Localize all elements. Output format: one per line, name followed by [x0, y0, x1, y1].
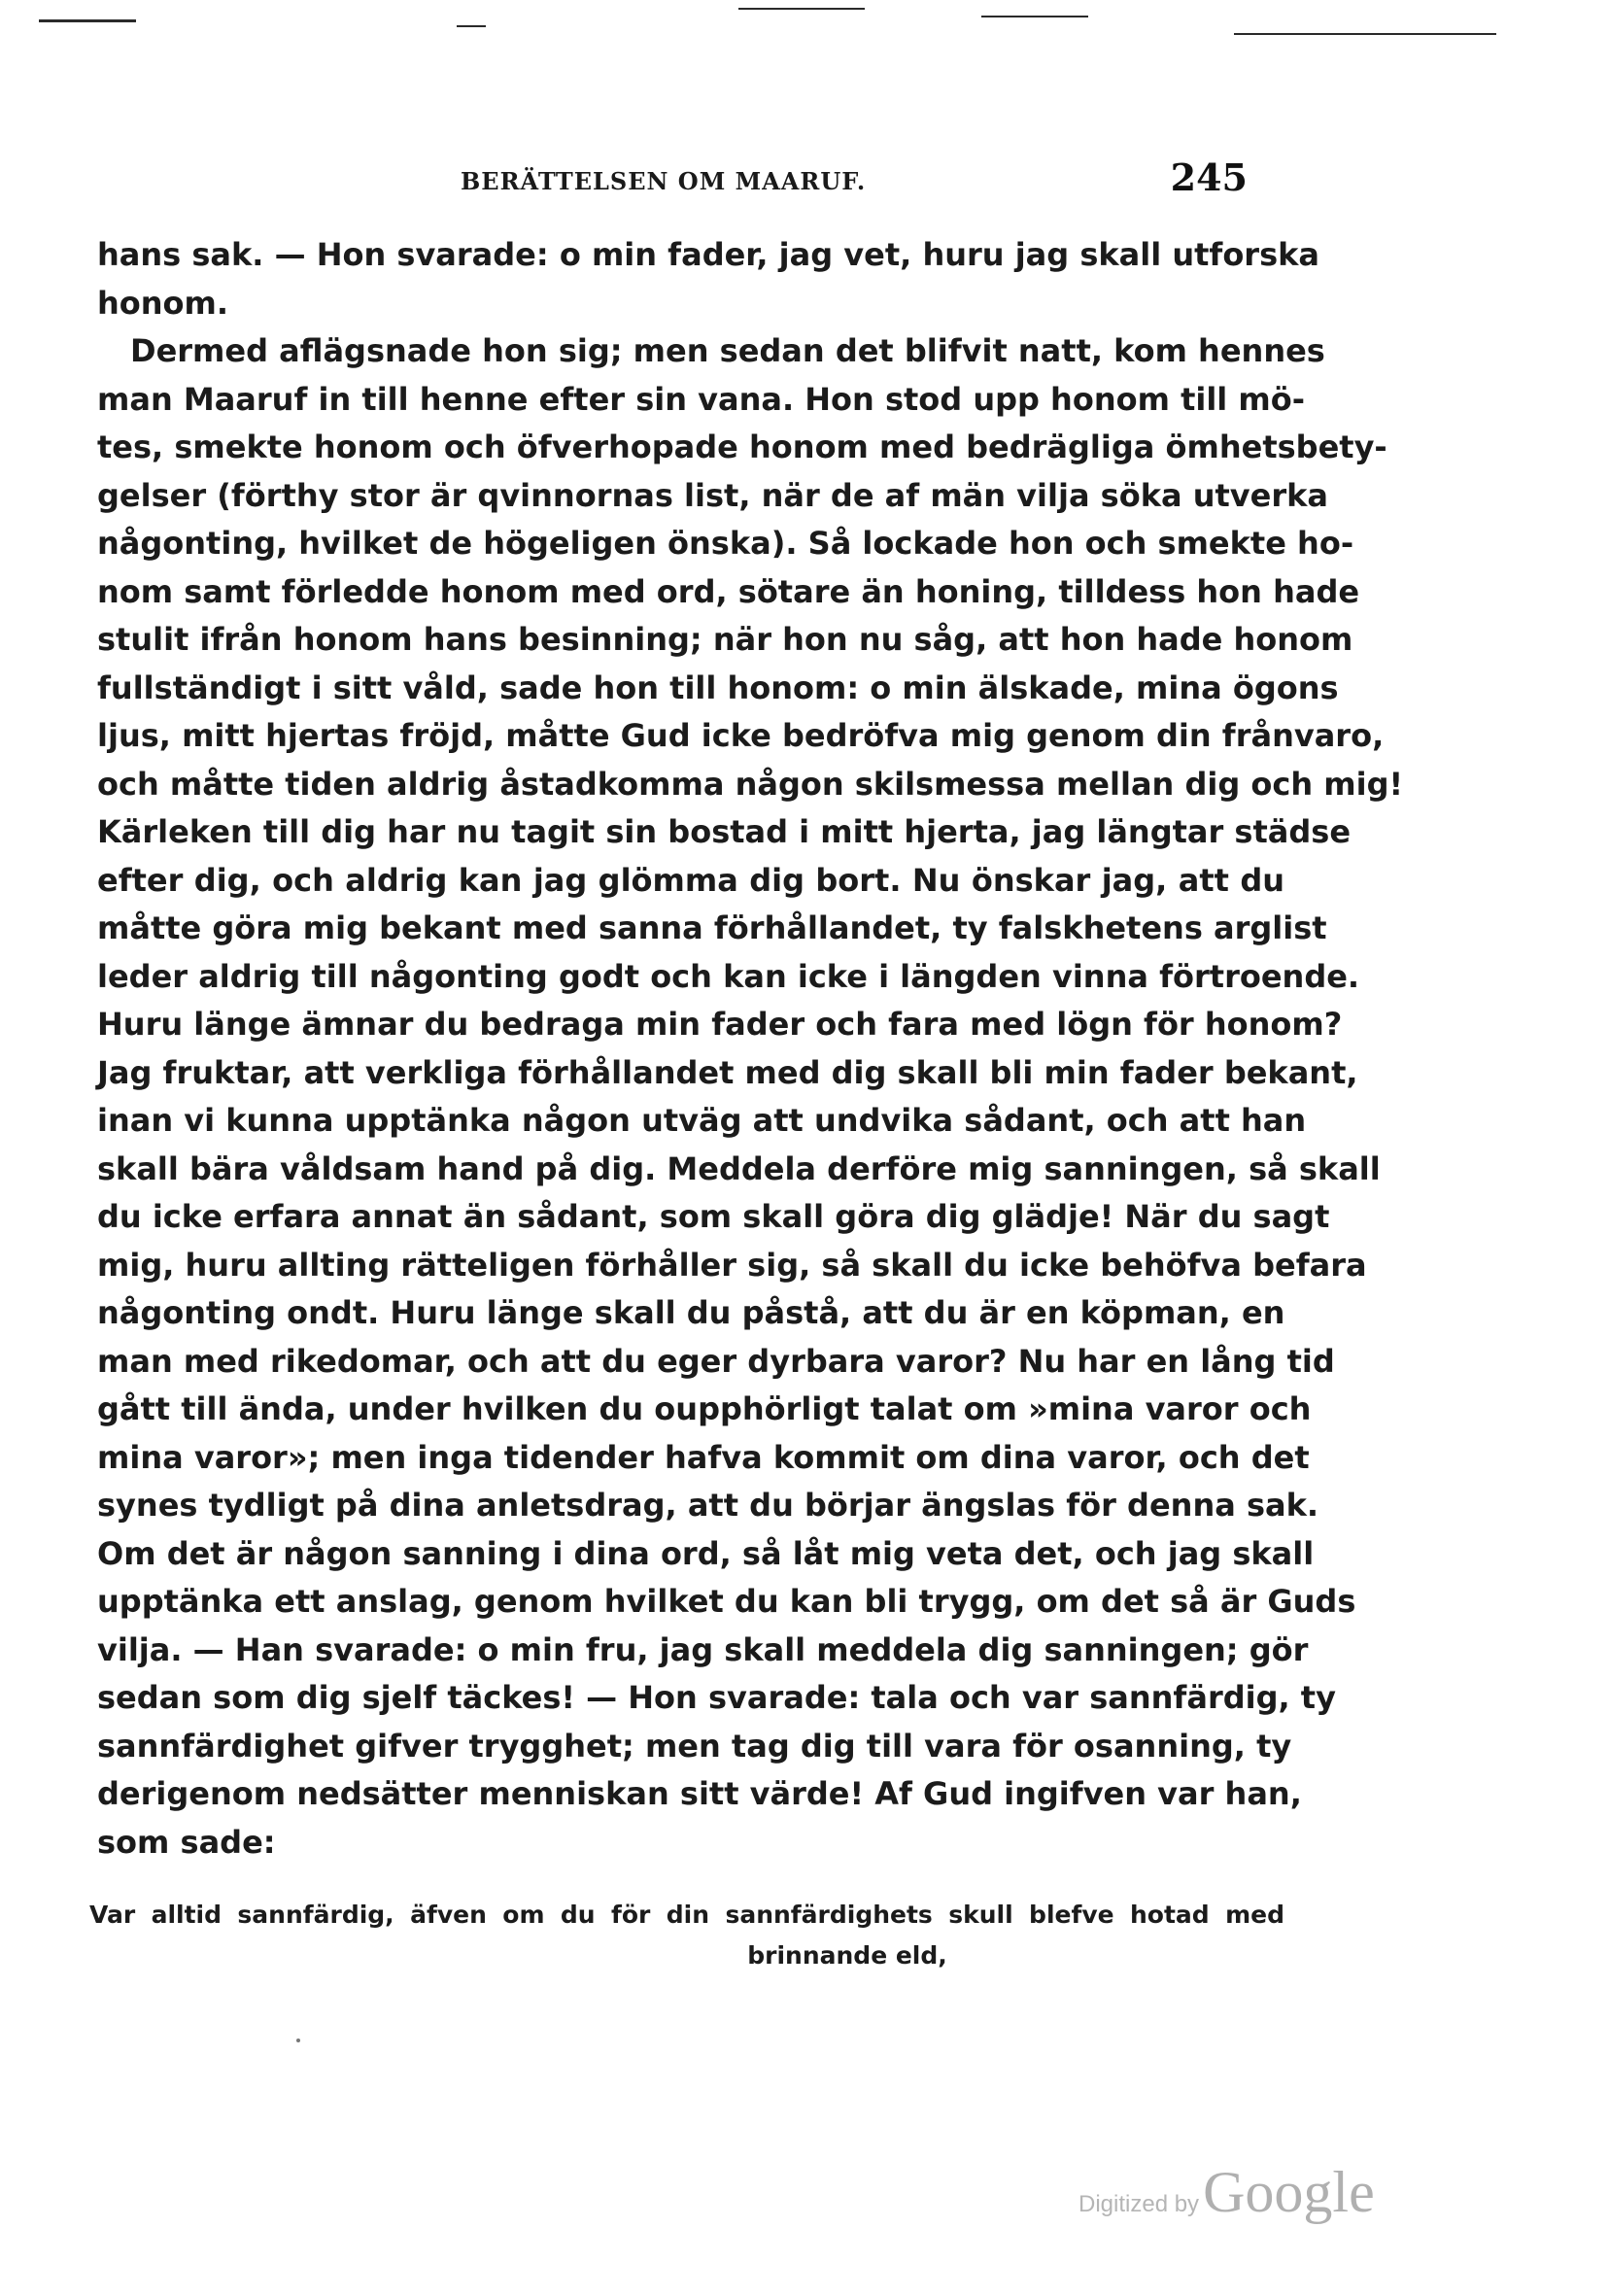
scan-artifact-line — [981, 16, 1088, 17]
watermark-prefix: Digitized by — [1078, 2191, 1200, 2217]
body-text — [97, 231, 1404, 1867]
watermark-brand: Google — [1203, 2160, 1375, 2224]
text-line: Jag fruktar, att verkliga förhållandet med dig skall bli min fader bekant, — [97, 1053, 1358, 1091]
text-line: synes tydligt på dina anletsdrag, att du börjar ängslas för denna sak. — [97, 1487, 1319, 1524]
text-line: Kärleken till dig har nu tagit sin bostad i mitt hjerta, jag längtar städse — [97, 813, 1352, 850]
text-line: gått till ända, under hvilken du oupphörligt talat om »mina varor och — [97, 1390, 1312, 1427]
scan-artifact-line — [1234, 33, 1496, 35]
text-line: Om det är någon sanning i dina ord, så låt mig veta det, och jag skall — [97, 1534, 1315, 1572]
page-header — [101, 155, 1248, 204]
text-line: fullständigt i sitt våld, sade hon till honom: o min älskade, mina ögons — [97, 668, 1339, 706]
verse-quote — [89, 1895, 1284, 1976]
text-line: man med rikedomar, och att du eger dyrbara varor? Nu har en lång tid — [97, 1342, 1335, 1380]
digitized-watermark — [1078, 2159, 1375, 2226]
text-line: Dermed aflägsnade hon sig; men sedan det blifvit natt, kom hennes — [130, 332, 1325, 369]
text-line: du icke erfara annat än sådant, som skall göra dig glädje! När du sagt — [97, 1198, 1330, 1235]
text-line: någonting, hvilket de högeligen önska). Så lockade hon och smekte ho- — [97, 525, 1354, 562]
scan-artifact-line — [39, 19, 136, 22]
text-line: inan vi kunna upptänka någon utväg att undvika sådant, och att han — [97, 1102, 1307, 1139]
text-line: som sade: — [97, 1823, 276, 1861]
text-line: vilja. — Han svarade: o min fru, jag skall meddela dig sanningen; gör — [97, 1630, 1309, 1668]
text-line: leder aldrig till någonting godt och kan icke i längden vinna förtroende. — [97, 957, 1360, 995]
text-line: Huru länge ämnar du bedraga min fader och fara med lögn för honom? — [97, 1006, 1343, 1043]
page-number: 245 — [1170, 155, 1248, 199]
text-line: ljus, mitt hjertas fröjd, måtte Gud icke bedröfva mig genom din frånvaro, — [97, 717, 1385, 754]
running-head: BERÄTTELSEN OM MAARUF. — [461, 167, 867, 195]
text-line: honom. — [97, 284, 229, 322]
text-line: sannfärdighet gifver trygghet; men tag dig till vara för osanning, ty — [97, 1727, 1292, 1765]
text-line: hans sak. — Hon svarade: o min fader, jag vet, huru jag skall utforska — [97, 236, 1319, 273]
text-line: gelser (förthy stor är qvinnornas list, när de af män vilja söka utverka — [97, 476, 1329, 514]
text-line: någonting ondt. Huru länge skall du påstå, att du är en köpman, en — [97, 1294, 1285, 1331]
text-line: tes, smekte honom och öfverhopade honom med bedrägliga ömhetsbety- — [97, 428, 1387, 465]
text-line: stulit ifrån honom hans besinning; när hon nu såg, att hon hade honom — [97, 621, 1353, 658]
text-line: man Maaruf in till henne efter sin vana. Hon stod upp honom till mö- — [97, 380, 1306, 418]
verse-line: Var alltid sannfärdig, äfven om du för din sannfärdighets skull blefve hotad med — [89, 1901, 1284, 1929]
scan-speck — [296, 2039, 300, 2042]
text-line: sedan som dig sjelf täckes! — Hon svarade: tala och var sannfärdig, ty — [97, 1679, 1336, 1716]
text-line: efter dig, och aldrig kan jag glömma dig bort. Nu önskar jag, att du — [97, 861, 1284, 899]
scan-artifact-line — [738, 8, 865, 10]
text-line: skall bära våldsam hand på dig. Meddela derföre mig sanningen, så skall — [97, 1149, 1381, 1187]
text-line: mina varor»; men inga tidender hafva kommit om dina varor, och det — [97, 1438, 1310, 1476]
scan-artifact-line — [457, 25, 486, 27]
text-line: och måtte tiden aldrig åstadkomma någon skilsmessa mellan dig och mig! — [97, 765, 1404, 803]
verse-line: brinnande eld, — [747, 1941, 947, 1970]
text-line: derigenom nedsätter menniskan sitt värde! Af Gud ingifven var han, — [97, 1775, 1302, 1812]
text-line: upptänka ett anslag, genom hvilket du kan bli trygg, om det så är Guds — [97, 1583, 1356, 1620]
text-line: måtte göra mig bekant med sanna förhållandet, ty falskhetens arglist — [97, 909, 1327, 946]
text-line: mig, huru allting rätteligen förhåller sig, så skall du icke behöfva befara — [97, 1246, 1367, 1284]
text-line: nom samt förledde honom med ord, sötare än honing, tilldess hon hade — [97, 572, 1360, 610]
